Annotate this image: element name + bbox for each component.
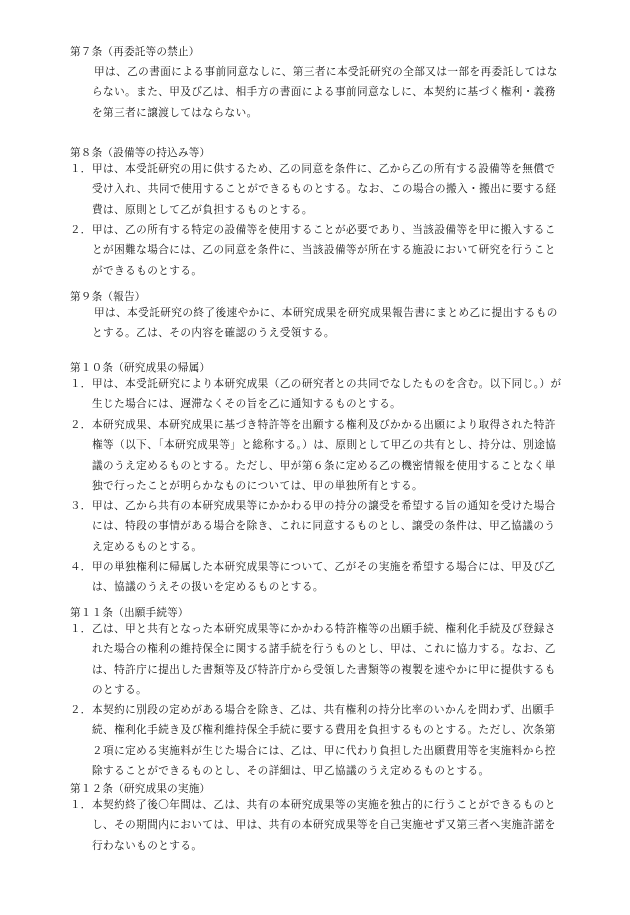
article-7-body: 甲は、乙の書面による事前同意なしに、第三者に本受託研究の全部又は一部を再委託してはならない。また、甲及び乙は、相手方の書面による事前同意なしに、本契約に基づく権利・義務を第三者に譲渡してはならない。 bbox=[92, 66, 558, 119]
item-number: ２． bbox=[70, 224, 92, 236]
item-text: 乙は、甲と共有となった本研究成果等にかかわる特許権等の出願手続、権利化手続及び登録された場合の権利の維持保全に関する諸手続を行うものとし、甲は、これに協力する。なお、乙は、特許庁に提出した書類等及び特許庁から受領した書類等の複製を速やかに甲に提供するものとする。 bbox=[92, 623, 556, 696]
article-11-heading: 第１１条（出願手続等） bbox=[70, 607, 189, 619]
item-text: 本契約終了後〇年間は、乙は、共有の本研究成果等の実施を独占的に行うことができるものとし、その期間内においては、甲は、共有の本研究成果等を自己実施せず又第三者へ実施許諾を行わないものとする。 bbox=[92, 799, 556, 852]
article-8-heading: 第８条（設備等の持込み等） bbox=[70, 147, 211, 159]
item-number: ２． bbox=[70, 704, 92, 716]
item-number: １． bbox=[70, 799, 92, 811]
item-number: ２． bbox=[70, 419, 92, 431]
item-text: 甲の単独権利に帰属した本研究成果等について、乙がその実施を希望する場合には、甲及び乙は、協議のうえその扱いを定めるものとする。 bbox=[92, 561, 556, 594]
item-number: １． bbox=[70, 378, 92, 390]
item-text: 甲は、乙から共有の本研究成果等にかかわる甲の持分の譲受を希望する旨の通知を受けた場合には、特段の事情がある場合を除き、これに同意するものとし、譲受の条件は、甲乙協議のうえ定めるものとする。 bbox=[92, 500, 556, 553]
item-text: 甲は、乙の所有する特定の設備等を使用することが必要であり、当該設備等を甲に搬入することが困難な場合には、乙の同意を条件に、当該設備等が所在する施設において研究を行うことができるものとする。 bbox=[92, 224, 556, 277]
item-number: １． bbox=[70, 163, 92, 175]
item-text: 甲は、本受託研究により本研究成果（乙の研究者との共同でなしたものを含む。以下同じ。）が生じた場合には、遅滞なくその旨を乙に通知するものとする。 bbox=[92, 378, 562, 411]
item-number: １． bbox=[70, 623, 92, 635]
article-10-heading: 第１０条（研究成果の帰属） bbox=[70, 362, 211, 374]
article-9-heading: 第９条（報告） bbox=[70, 291, 146, 303]
item-number: ４． bbox=[70, 561, 92, 573]
item-text: 本契約に別段の定めがある場合を除き、乙は、共有権利の持分比率のいかんを問わず、出願手続、権利化手続き及び権利維持保全手続に要する費用を負担するものとする。ただし、次条第２項に定める実施料が生じた場合には、乙は、甲に代わり負担した出願費用等を実施料から控除することができるものとし、その詳細は、甲乙協議のうえ定めるものとする。 bbox=[92, 704, 556, 777]
item-number: ３． bbox=[70, 500, 92, 512]
article-12-heading: 第１２条（研究成果の実施） bbox=[70, 783, 211, 795]
item-text: 本研究成果、本研究成果に基づき特許等を出願する権利及びかかる出願により取得された特許権等（以下、「本研究成果等」と総称する。）は、原則として甲乙の共有とし、持分は、別途協議のうえ定めるものとする。ただし、甲が第６条に定める乙の機密情報を使用することなく単独で行ったことが明らかなものについては、甲の単独所有とする。 bbox=[92, 419, 557, 492]
article-9-body: 甲は、本受託研究の終了後速やかに、本研究成果を研究成果報告書にまとめ乙に提出するものとする。乙は、その内容を確認のうえ受領する。 bbox=[92, 307, 558, 340]
item-text: 甲は、本受託研究の用に供するため、乙の同意を条件に、乙から乙の所有する設備等を無償で受け入れ、共同で使用することができるものとする。なお、この場合の搬入・搬出に要する経費は、原則として乙が負担するものとする。 bbox=[92, 163, 557, 216]
article-7-heading: 第７条（再委託等の禁止） bbox=[70, 46, 200, 58]
